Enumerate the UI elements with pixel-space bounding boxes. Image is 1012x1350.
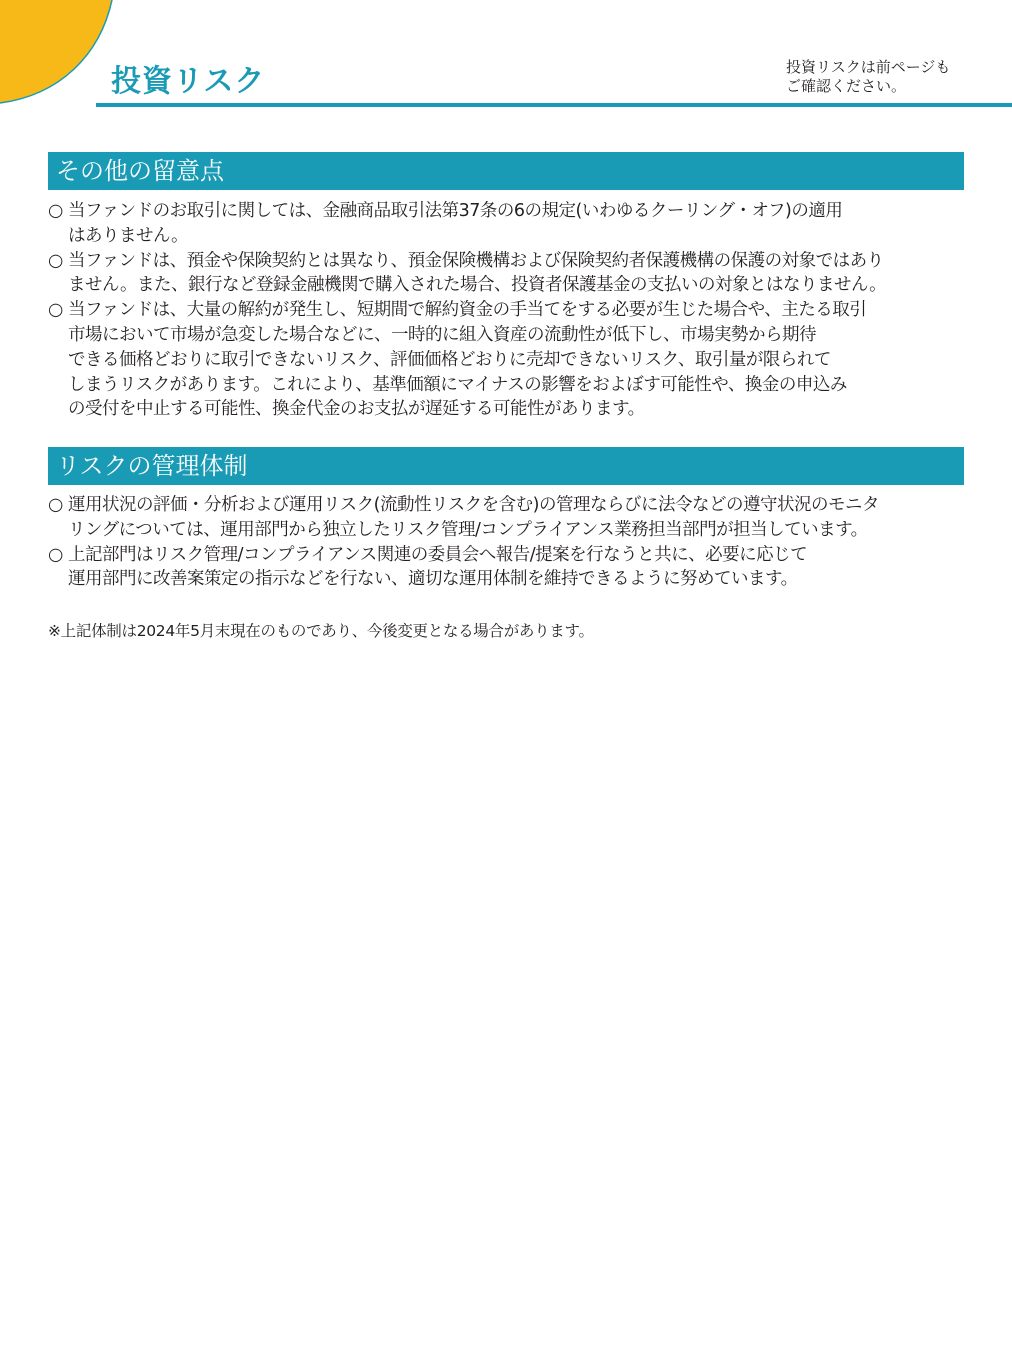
bullet-text-line: ません。また、銀行など登録金融機関で購入された場合、投資者保護基金の支払いの対象とはなりません。 (68, 275, 887, 296)
bullet-text-line: はありません。 (68, 225, 189, 246)
section-body-risk-management (48, 493, 968, 592)
bullet-text-line: できる価格どおりに取引できないリスク、評価価格どおりに売却できないリスク、取引量が限られて (68, 349, 831, 370)
section-body-notes (48, 199, 968, 422)
footnote: ※上記体制は2024年5月末現在のものであり、今後変更となる場合があります。 (48, 622, 594, 640)
bullet-circle-icon: ○ (48, 544, 63, 565)
bullet-text-line: しまうリスクがあります。これにより、基準価額にマイナスの影響をおよぼす可能性や、換金の申込み (68, 374, 847, 395)
bullet-text-line: 当ファンドのお取引に関しては、金融商品取引法第37条の6の規定(いわゆるクーリング・オフ)の適用 (68, 201, 843, 221)
header-note-line: 投資リスクは前ページも (786, 58, 951, 76)
header-note-line: ご確認ください。 (786, 77, 907, 95)
bullet-text-line: の受付を中止する可能性、換金代金のお支払が遅延する可能性があります。 (68, 399, 645, 420)
list-item (48, 543, 968, 593)
list-item (48, 298, 968, 422)
section-heading-risk-management: リスクの管理体制 (48, 447, 964, 485)
header-rule (96, 103, 1012, 107)
section-heading-notes: その他の留意点 (48, 152, 964, 190)
bullet-text-line: 当ファンドは、預金や保険契約とは異なり、預金保険機構および保険契約者保護機構の保護の対象ではあり (68, 250, 884, 271)
bullet-text-line: 運用部門に改善案策定の指示などを行ない、適切な運用体制を維持できるように努めています。 (68, 569, 798, 590)
list-item (48, 249, 968, 299)
list-item (48, 493, 968, 543)
bullet-circle-icon: ○ (48, 495, 63, 515)
corner-decoration (0, 0, 120, 110)
bullet-text-line: 上記部門はリスク管理/コンプライアンス関連の委員会へ報告/提案を行なうと共に、必要に応じて (68, 544, 808, 565)
bullet-text-line: 市場において市場が急変した場合などに、一時的に組入資産の流動性が低下し、市場実勢から期待 (68, 324, 816, 345)
bullet-text-line: 運用状況の評価・分析および運用リスク(流動性リスクを含む)の管理ならびに法令などの遵守状況のモニタ (68, 495, 879, 515)
bullet-text-line: 当ファンドは、大量の解約が発生し、短期間で解約資金の手当てをする必要が生じた場合や、主たる取引 (68, 300, 867, 321)
bullet-circle-icon: ○ (48, 300, 63, 321)
bullet-circle-icon: ○ (48, 201, 63, 221)
header-note (786, 58, 950, 96)
list-item (48, 199, 968, 249)
bullet-text-line: リングについては、運用部門から独立したリスク管理/コンプライアンス業務担当部門が担当しています。 (68, 519, 868, 540)
bullet-circle-icon: ○ (48, 250, 63, 271)
page-title: 投資リスク (111, 64, 266, 99)
